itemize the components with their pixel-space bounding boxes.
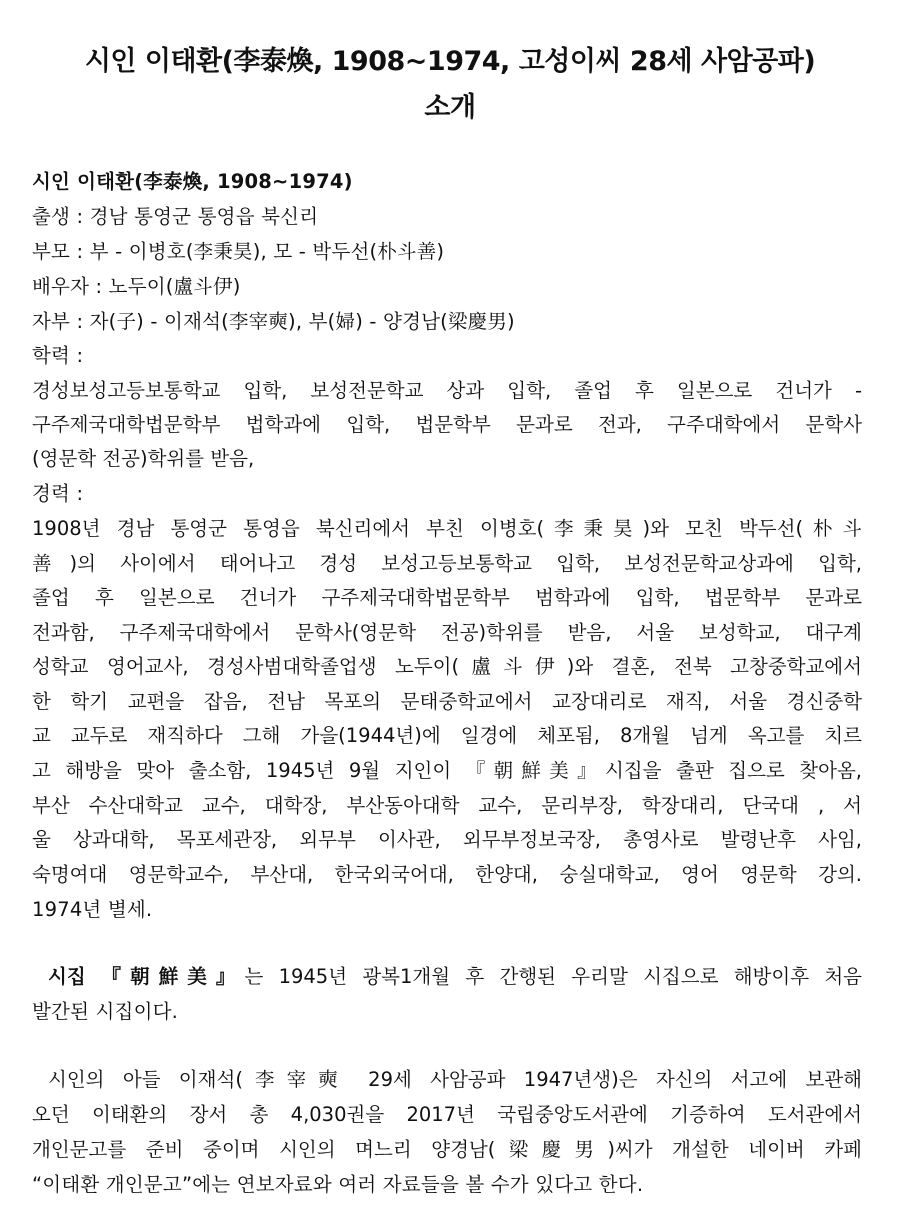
poetry-label: 시집 『朝鮮美』 <box>48 965 245 988</box>
career-line-12: 1974년 별세. <box>32 898 153 921</box>
document-title-line-2: 소개 <box>424 92 476 123</box>
career-line-4: 전과함, 구주제국대학에서 문학사(영문학 전공)학위를 받음, 서울 보성학교, 대구계 <box>32 621 862 644</box>
career-line-2: 善)의 사이에서 태어나고 경성 보성고등보통학교 입학, 보성전문학교상과에 입학, <box>32 552 862 575</box>
profile-parents: 부모 : 부 - 이병호(李秉昊), 모 - 박두선(朴斗善) <box>32 240 445 263</box>
profile-heading: 시인 이태환(李泰煥, 1908~1974) <box>32 170 353 193</box>
career-line-11: 숙명여대 영문학교수, 부산대, 한국외국어대, 한양대, 숭실대학교, 영어 영문학 강의. <box>32 863 862 886</box>
career-line-10: 울 상과대학, 목포세관장, 외무부 이사관, 외무부정보국장, 총영사로 발령난후 사임, <box>32 828 862 851</box>
career-label: 경력 : <box>32 482 84 505</box>
career-line-9: 부산 수산대학교 교수, 대학장, 부산동아대학 교수, 문리부장, 학장대리, 단국대 , 서 <box>32 794 862 817</box>
archive-line-4: “이태환 개인문고”에는 연보자료와 여러 자료들을 볼 수가 있다고 한다. <box>32 1173 644 1196</box>
document-title-line-1: 시인 이태환(李泰煥, 1908~1974, 고성이씨 28세 사암공파) <box>84 46 816 77</box>
career-line-3: 졸업 후 일본으로 건너가 구주제국대학법문학부 범학과에 입학, 법문학부 문과로 <box>32 586 862 609</box>
profile-spouse: 배우자 : 노두이(盧斗伊) <box>32 275 241 298</box>
education-line-3: (영문학 전공)학위를 받음, <box>32 447 255 470</box>
career-line-6: 한 학기 교편을 잡음, 전남 목포의 문태중학교에서 교장대리로 재직, 서울 경신중학 <box>32 690 862 713</box>
profile-children: 자부 : 자(子) - 이재석(李宰奭), 부(婦) - 양경남(梁慶男) <box>32 310 515 333</box>
education-line-1: 경성보성고등보통학교 입학, 보성전문학교 상과 입학, 졸업 후 일본으로 건너가 - <box>32 379 862 402</box>
poetry-paragraph-line-2: 발간된 시집이다. <box>32 1000 179 1023</box>
archive-line-2: 오던 이태환의 장서 총 4,030권을 2017년 국립중앙도서관에 기증하여 도서관에서 <box>32 1103 862 1126</box>
poetry-paragraph-line-1 <box>48 963 862 991</box>
archive-line-1: 시인의 아들 이재석(李宰奭 29세 사암공파 1947년생)은 자신의 서고에 보관해 <box>48 1068 862 1091</box>
profile-birth: 출생 : 경남 통영군 통영읍 북신리 <box>32 205 319 228</box>
career-line-1: 1908년 경남 통영군 통영읍 북신리에서 부친 이병호(李秉昊)와 모친 박두선(朴斗 <box>32 517 862 540</box>
poetry-line-1-text: 는 1945년 광복1개월 후 간행된 우리말 시집으로 해방이후 처음 <box>244 965 863 988</box>
education-label: 학력 : <box>32 344 84 367</box>
education-line-2: 구주제국대학법문학부 법학과에 입학, 법문학부 문과로 전과, 구주대학에서 문학사 <box>32 413 862 436</box>
career-line-5: 성학교 영어교사, 경성사범대학졸업생 노두이(盧斗伊)와 결혼, 전북 고창중학교에서 <box>32 655 862 678</box>
career-line-7: 교 교두로 재직하다 그해 가을(1944년)에 일경에 체포됨, 8개월 넘게 옥고를 치르 <box>32 724 862 747</box>
career-line-8: 고 해방을 맞아 출소함, 1945년 9월 지인이 『朝鮮美』시집을 출판 집으로 찾아옴, <box>32 759 862 782</box>
archive-line-3: 개인문고를 준비 중이며 시인의 며느리 양경남(梁慶男)씨가 개설한 네이버 카페 <box>32 1138 862 1161</box>
